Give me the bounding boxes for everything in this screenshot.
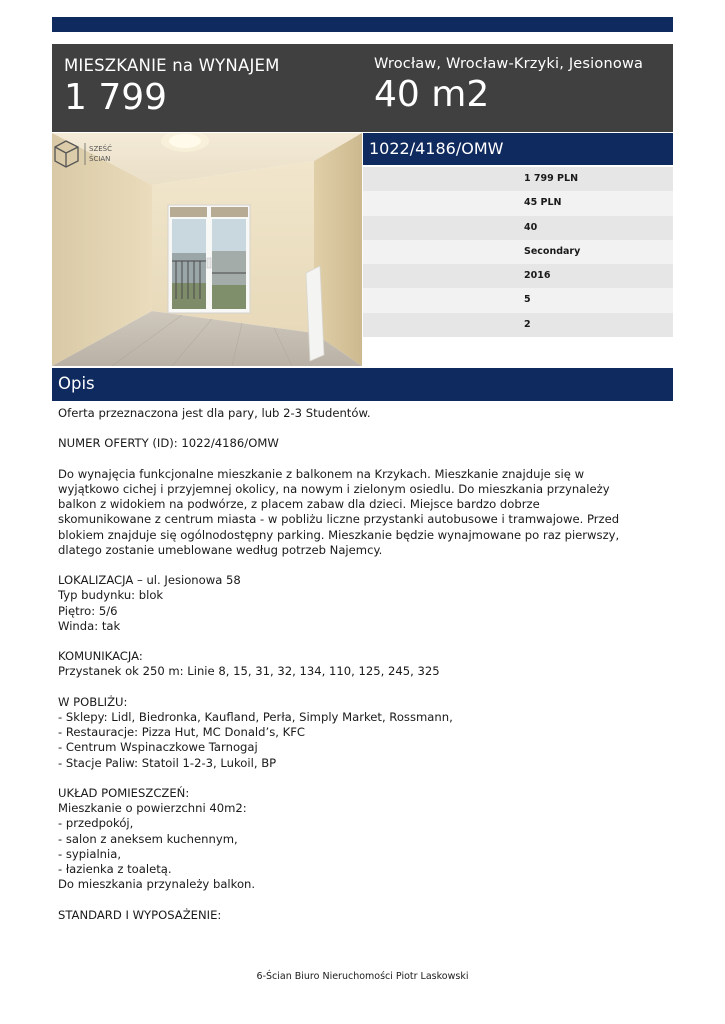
listing-location: Wrocław, Wrocław-Krzyki, Jesionowa [374, 56, 644, 72]
description-line [58, 771, 663, 786]
description-line: Oferta przeznaczona jest dla pary, lub 2-3 Studentów. [58, 406, 371, 420]
description-line: KOMUNIKACJA: [58, 649, 143, 664]
listing-photo [52, 133, 362, 366]
description-line [58, 634, 663, 649]
spec-row [363, 313, 673, 337]
description-line: - Sklepy: Lidl, Biedronka, Kaufland, Perła, Simply Market, Rossmann, [58, 709, 453, 724]
section-title: Opis [58, 374, 95, 393]
description-line: UKŁAD POMIESZCZEŃ: [58, 785, 190, 800]
spec-value: Secondary [524, 245, 581, 257]
description-line: - Restauracje: Pizza Hut, MC Donald’s, KFC [58, 725, 305, 740]
description-section-bar [52, 368, 673, 401]
spec-value: 1 799 PLN [524, 173, 579, 184]
spec-table [363, 167, 673, 337]
spec-row [363, 288, 673, 312]
offer-id: 1022/4186/OMW [369, 139, 504, 158]
logo-text-1: SZEŚĆ [89, 145, 112, 153]
description-line: LOKALIZACJA – ul. Jesionowa 58 [58, 573, 241, 588]
spec-value: 5 [524, 294, 531, 306]
description-line: Przystanek ok 250 m: Linie 8, 15, 31, 32, 134, 110, 125, 245, 325 [58, 664, 440, 679]
offer-id-bar [363, 133, 673, 165]
listing-type: MIESZKANIE na WYNAJEM [64, 56, 280, 75]
spec-row [363, 191, 673, 215]
description-line: STANDARD I WYPOSAŻENIE: [58, 907, 222, 922]
footer-agency: 6-Ścian Biuro Nieruchomości Piotr Laskowski [256, 971, 469, 982]
spec-value: 2 [524, 318, 531, 330]
description-text [58, 406, 663, 923]
top-accent-bar [52, 17, 673, 32]
description-line: Do mieszkania przynależy balkon. [58, 877, 256, 892]
description-line: Piętro: 5/6 [58, 603, 118, 618]
description-line: blokiem znajduje się ogólnodostępny parking. Mieszkanie będzie wynajmowane po raz pierwszy, [58, 527, 620, 542]
description-line: balkon z widokiem na podwórze, z placem zabaw dla dzieci. Miejsce bardzo dobrze [58, 497, 540, 512]
description-line [58, 452, 663, 467]
listing-price: 1 799 [64, 77, 168, 118]
description-line: W POBLIŻU: [58, 694, 128, 709]
description-line: Typ budynku: blok [58, 588, 164, 603]
description-line: - salon z aneksem kuchennym, [58, 831, 238, 846]
description-line [58, 558, 663, 573]
description-line: NUMER OFERTY (ID): 1022/4186/OMW [58, 436, 279, 451]
header-right [374, 56, 643, 113]
spec-row [363, 240, 673, 264]
spec-value: 45 PLN [524, 197, 562, 209]
description-line [58, 421, 663, 436]
description-line [58, 680, 663, 695]
listing-header [52, 44, 673, 132]
spec-value: 40 [524, 221, 538, 233]
description-line: Do wynajęcia funkcjonalne mieszkanie z balkonem na Krzykach. Mieszkanie znajduje się w [58, 466, 585, 481]
description-line: - łazienka z toaletą. [58, 862, 172, 876]
description-line: - przedpokój, [58, 816, 134, 831]
description-line: wyjątkowo cichej i przyjemnej okolicy, na nowym i zielonym osiedlu. Do mieszkania przynależy [58, 481, 610, 496]
spec-value: 2016 [524, 270, 551, 282]
description-line: - Stacje Paliw: Statoil 1-2-3, Lukoil, BP [58, 755, 277, 770]
spec-row [363, 167, 673, 191]
description-line: - sypialnia, [58, 846, 122, 861]
spec-row [363, 264, 673, 288]
logo-text-2: ŚCIAN [89, 155, 111, 163]
header-left [64, 56, 280, 116]
description-line [58, 892, 663, 907]
spec-row [363, 216, 673, 240]
description-line: dlatego zostanie umeblowane według potrzeb Najemcy. [58, 542, 383, 557]
description-line: Mieszkanie o powierzchni 40m2: [58, 801, 247, 816]
description-line: Winda: tak [58, 618, 121, 633]
listing-area: 40 m2 [374, 74, 490, 115]
description-line: skomunikowane z centrum miasta - w pobliżu liczne przystanki autobusowe i tramwajowe. Przed [58, 512, 620, 527]
description-line: - Centrum Wspinaczkowe Tarnogaj [58, 740, 258, 755]
